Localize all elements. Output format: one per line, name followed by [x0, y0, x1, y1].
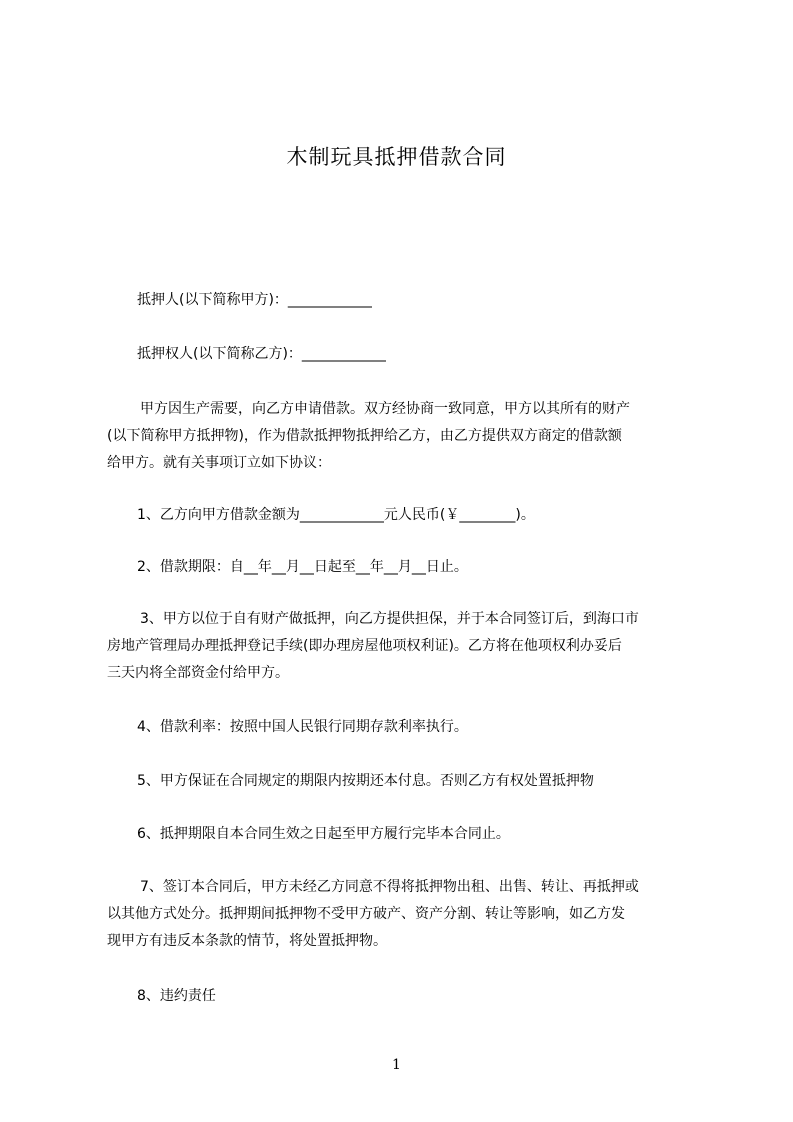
document-title: 木制玩具抵押借款合同 [286, 145, 507, 169]
clause-3-line-2: 房地产管理局办理抵押登记手续(即办理房屋他项权利证)。乙方将在他项权利办妥后 [107, 638, 622, 654]
page-number: 1 [392, 1057, 401, 1073]
intro-line-2: (以下简称甲方抵押物)，作为借款抵押物抵押给乙方，由乙方提供双方商定的借款额 [107, 428, 622, 444]
clause-5: 5、甲方保证在合同规定的期限内按期还本付息。否则乙方有权处置抵押物 [137, 773, 594, 789]
clause-8: 8、违约责任 [137, 988, 216, 1004]
clause-3-line-3: 三天内将全部资金付给甲方。 [107, 665, 289, 681]
clause-1: 1、乙方向甲方借款金额为____________元人民币(￥________)。 [137, 507, 535, 523]
clause-7-line-2: 以其他方式处分。抵押期间抵押物不受甲方破产、资产分割、转让等影响，如乙方发 [107, 906, 625, 922]
clause-7-line-3: 现甲方有违反本条款的情节，将处置抵押物。 [107, 933, 387, 949]
party-b-line: 抵押权人(以下简称乙方)：____________ [137, 346, 386, 362]
intro-line-1: 甲方因生产需要，向乙方申请借款。双方经协商一致同意，甲方以其所有的财产 [140, 401, 630, 417]
party-a-line: 抵押人(以下简称甲方)：____________ [137, 292, 372, 308]
intro-line-3: 给甲方。就有关事项订立如下协议： [107, 455, 331, 471]
clause-2: 2、借款期限：自__年__月__日起至__年__月__日止。 [137, 559, 468, 575]
clause-4: 4、借款利率：按照中国人民银行同期存款利率执行。 [137, 719, 468, 735]
clause-6: 6、抵押期限自本合同生效之日起至甲方履行完毕本合同止。 [137, 826, 510, 842]
clause-3-line-1: 3、甲方以位于自有财产做抵押，向乙方提供担保，并于本合同签订后，到海口市 [140, 611, 639, 627]
clause-7-line-1: 7、签订本合同后，甲方未经乙方同意不得将抵押物出租、出售、转让、再抵押或 [140, 879, 639, 895]
